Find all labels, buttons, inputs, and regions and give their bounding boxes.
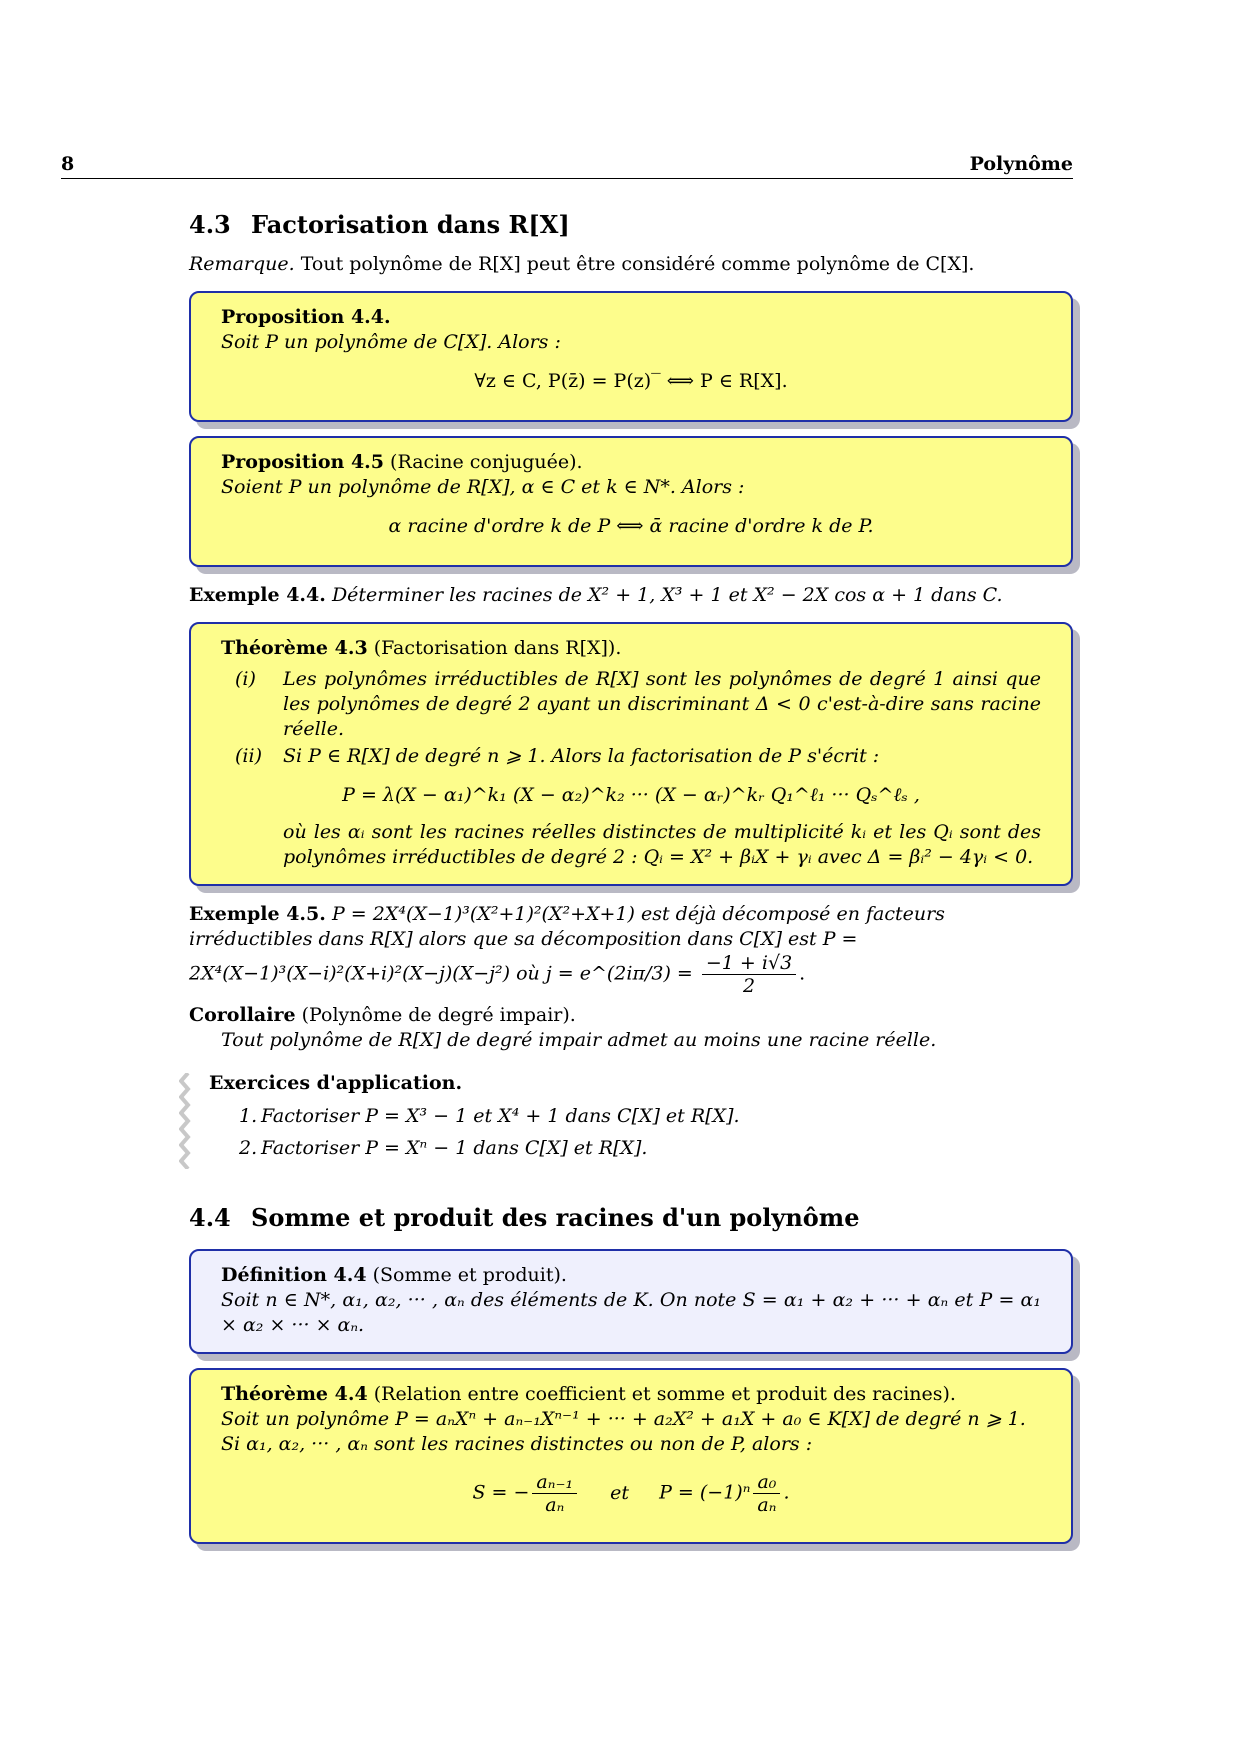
running-title: Polynôme	[969, 153, 1073, 175]
proposition-4-5-statement: Soient P un polynôme de R[X], α ∈ C et k ∈ N*. Alors :	[221, 476, 745, 498]
exemple-4-4-text: Déterminer les racines de X² + 1, X³ + 1 et X² − 2X cos α + 1 dans C.	[331, 584, 1003, 606]
exercices-title: Exercices d'application.	[209, 1072, 463, 1094]
exemple-4-5-fraction: $\frac{-1 + i√3}{2}$	[702, 952, 796, 997]
theoreme-4-4-line1: Soit un polynôme P = aₙXⁿ + aₙ₋₁Xⁿ⁻¹ + ··· + a₂X² + a₁X + a₀ ∈ K[X] de degré n ⩾ 1.	[221, 1408, 1026, 1430]
theoreme-4-3-item-i: (i) Les polynômes irréductibles de R[X] sont les polynômes de degré 1 ainsi que les polynômes de degré 2 ayant un discriminant Δ < 0 c'est-à-dire sans racine réelle.	[235, 668, 1041, 740]
proposition-4-5-box	[189, 436, 1073, 567]
theoreme-4-4-subtitle: (Relation entre coefficient et somme et produit des racines).	[373, 1383, 956, 1405]
exercice-item: 2. Factoriser P = Xⁿ − 1 dans C[X] et R[X].	[239, 1137, 648, 1159]
proposition-4-4-statement: Soit P un polynôme de C[X]. Alors :	[221, 331, 561, 353]
zigzag-ornament-icon	[179, 1073, 195, 1169]
exercice-item: 1. Factoriser P = X³ − 1 et X⁴ + 1 dans C[X] et R[X].	[239, 1105, 740, 1127]
exemple-4-4-label: Exemple 4.4.	[189, 584, 326, 606]
corollaire	[189, 1003, 1073, 1053]
definition-4-4-label: Définition 4.4	[221, 1264, 367, 1286]
page-content	[189, 208, 1073, 1544]
remark-label: Remarque.	[189, 253, 295, 275]
exemple-4-5: Exemple 4.5. P = 2X⁴(X−1)³(X²+1)²(X²+X+1) est déjà décomposé en facteurs irréductibles dans R[X] alors que sa décomposition dans C[X] est P = 2X⁴(X−1)³(X−i)²(X+i)²(X−j)(X−j²) où j = e^(2iπ/3) = $\frac{-1 + i√3}{2}$ .	[189, 903, 945, 997]
theoreme-4-4-formula: S = − $\frac{\text{aₙ₋₁}}{\text{aₙ}}$ et P = (−1)ⁿ $\frac{\text{a₀}}{\text{aₙ}}$ .	[472, 1471, 790, 1516]
corollaire-label: Corollaire	[189, 1004, 296, 1026]
theoreme-4-3-subtitle: (Factorisation dans R[X]).	[373, 637, 622, 659]
section-heading-4-4: 4.4 Somme et produit des racines d'un polynôme	[189, 1203, 860, 1232]
theoreme-4-3-tail: où les αᵢ sont les racines réelles distinctes de multiplicité kᵢ et les Qᵢ sont des polynômes irréductibles de degré 2 : Qᵢ = X² + βᵢX + γᵢ avec Δ = βᵢ² − 4γᵢ < 0.	[283, 821, 1041, 868]
exemple-4-5-label: Exemple 4.5.	[189, 903, 326, 925]
proposition-4-5-subtitle: (Racine conjuguée).	[390, 451, 583, 473]
definition-4-4-subtitle: (Somme et produit).	[372, 1264, 567, 1286]
remark	[189, 252, 1073, 277]
exercices-block	[189, 1071, 1073, 1161]
theoreme-4-4-label: Théorème 4.4	[221, 1383, 368, 1405]
page-number: 8	[61, 153, 75, 175]
proposition-4-4-box	[189, 291, 1073, 422]
corollaire-text: Tout polynôme de R[X] de degré impair admet au moins une racine réelle.	[221, 1029, 937, 1051]
theoreme-4-4-line2: Si α₁, α₂, ··· , αₙ sont les racines distinctes ou non de P, alors :	[221, 1433, 813, 1455]
theoreme-4-3-label: Théorème 4.3	[221, 637, 368, 659]
theoreme-4-3-item-ii: (ii) Si P ∈ R[X] de degré n ⩾ 1. Alors la factorisation de P s'écrit :	[235, 745, 880, 767]
proposition-4-5-formula: α racine d'ordre k de P ⟺ ᾱ racine d'ordre k de P.	[388, 515, 874, 537]
corollaire-subtitle: (Polynôme de degré impair).	[301, 1004, 576, 1026]
theoreme-4-3-formula: P = λ(X − α₁)^k₁ (X − α₂)^k₂ ··· (X − αᵣ)^kᵣ Q₁^ℓ₁ ··· Qₛ^ℓₛ ,	[342, 784, 920, 806]
definition-4-4-text: Soit n ∈ N*, α₁, α₂, ··· , αₙ des éléments de K. On note S = α₁ + α₂ + ··· + αₙ et P = α₁ × α₂ × ··· × αₙ.	[221, 1289, 1041, 1336]
theoreme-4-4-box	[189, 1368, 1073, 1544]
page-header	[61, 148, 1073, 179]
exemple-4-5-text: P = 2X⁴(X−1)³(X²+1)²(X²+X+1) est déjà décomposé en facteurs irréductibles dans R[X] alors que sa décomposition dans C[X] est P = 2X⁴(X−1)³(X−i)²(X+i)²(X−j)(X−j²) où j = e^(2iπ/3) =	[189, 903, 945, 985]
exemple-4-4	[189, 583, 1073, 608]
proposition-4-5-label: Proposition 4.5	[221, 451, 384, 473]
theoreme-4-3-box	[189, 622, 1073, 886]
proposition-4-4-label: Proposition 4.4.	[221, 306, 391, 328]
remark-text: Tout polynôme de R[X] peut être considéré comme polynôme de C[X].	[300, 253, 975, 275]
proposition-4-4-formula: ∀z ∈ C, P(z̄) = P(z)‾ ⟺ P ∈ R[X].	[474, 370, 788, 392]
definition-4-4-box	[189, 1249, 1073, 1354]
section-heading-4-3: 4.3 Factorisation dans R[X]	[189, 210, 570, 239]
